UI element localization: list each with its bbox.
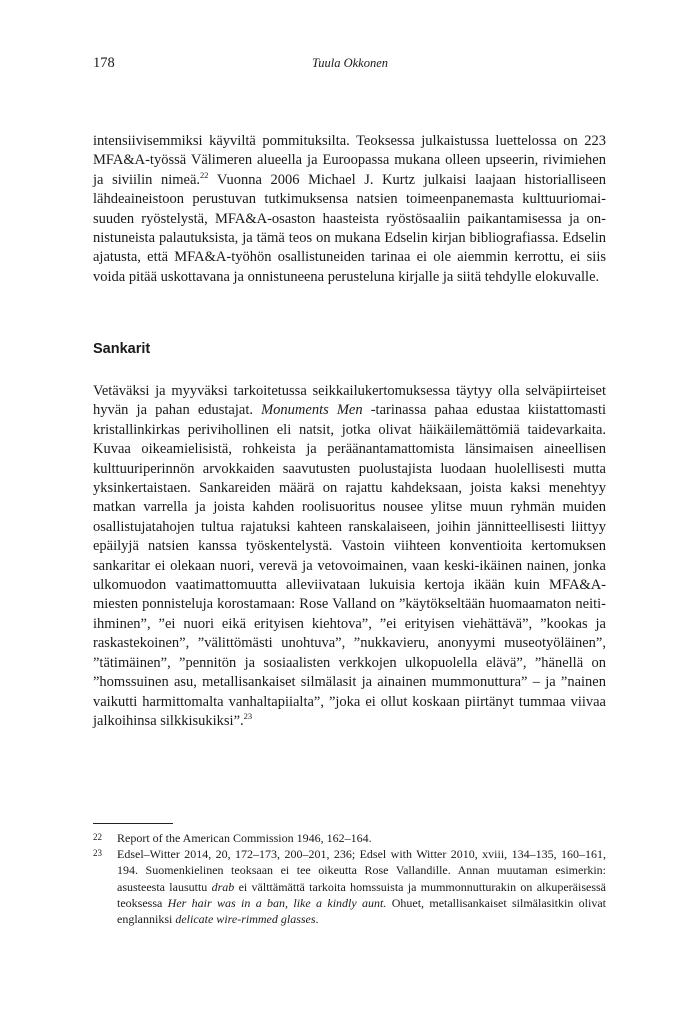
- footnote-23: [93, 846, 606, 927]
- footnote-number: 23: [93, 848, 102, 859]
- footnotes: [93, 830, 606, 927]
- footnote-text-part: Edsel–Witter 2014, 20, 172–173, 200–201, 236; Edsel with Witter 2010, xviii, 134–135, 160–161, 194. Suomenkielinen teoksaan ei tee oikeutta Rose Vallandille. Annan muutaman esimerkin: asusteesta lausuttu: [117, 847, 606, 894]
- footnote-22: [93, 830, 606, 846]
- footnote-ref-22[interactable]: 22: [200, 169, 209, 180]
- footnote-italic: Her hair was in a ban, like a kindly aunt.: [167, 895, 387, 910]
- footnote-text: [117, 846, 606, 927]
- paragraph-text: Vetäväksi ja myyväksi tarkoitetussa seikkailukertomuksessa täytyy olla selväpiirteiset hyvän ja pahan edustajat.: [93, 383, 606, 419]
- running-head: Tuula Okkonen: [311, 56, 389, 70]
- footnote-ref-23[interactable]: 23: [243, 711, 253, 722]
- body-paragraph-2: [93, 382, 606, 731]
- italic-title: Monuments Men: [261, 402, 363, 419]
- body-paragraph-1: [93, 132, 606, 287]
- footnote-text: Report of the American Commission 1946, 162–164.: [117, 831, 372, 845]
- footnote-number: 22: [93, 832, 102, 842]
- paragraph-text: Vuonna 2006 Michael J. Kurtz julkaisi laajaan historialliseen lähdeaineistoon perustuvan tutkimuksensa natsien toimeenpanemasta kulttuuriomaisuuden ryöstelystä, MFA&A-osaston haasteista ryöstösaaliin paikantamisessa ja onnistuneista palautuksista, ja tämä teos on mukana Edselin kirjan bibliografiassa. Edselin ajatusta, että MFA&A-työhön osallistuneiden tarinaa ei ole aiemmin kerrottu, ei siis voida pitää uskottavana ja onnistuneena perusteluna kirjalle ja siitä tehdylle elokuvalle.: [93, 171, 606, 285]
- page-number: 178: [93, 55, 115, 71]
- footnote-italic: delicate wire-rimmed glasses: [175, 912, 316, 927]
- footnote-text-part: Ohuet, metallisankaiset silmälasitkin olivat englanniksi: [117, 895, 607, 927]
- footnote-text-part: .: [315, 912, 319, 927]
- footnote-italic: drab: [211, 879, 235, 894]
- paragraph-text: intensiivisemmiksi käyviltä pommituksilta. Teoksessa julkaistussa luettelossa on 223 MFA&A-työssä Välimeren alueella ja Euroopassa mukana olleen upseerin, rivimiehen ja siviilin nimeä.: [93, 133, 606, 188]
- footnote-rule: [93, 823, 173, 824]
- section-heading: Sankarit: [93, 341, 151, 357]
- footnote-text-part: ei välttämättä tarkoita homssuista ja mummonnutturakin on alkuperäisessä teoksessa: [117, 879, 607, 910]
- paragraph-text: -tarinassa pahaa edustaa kiistattomasti kristallinkirkas perivihollinen eli natsit, jotka olivat häikäilemättömiä taidevarkaita. Kuvaa oikeamielisistä, rohkeista ja peräänantamattomista länsimaisen aineellisen kulttuuriperinnön arvokkaiden saavutusten puolustajista luodaan huolellisesti mutta yksinkertaistaen. Sankareiden määrä on rajattu kahdeksaan, joista kaksi menehtyy matkan varrella ja joista kahden roolisuoritus nousee ylitse muun ryhmän muiden osallistujatahojen tultua rajatuksi kahteen ranskalaiseen, joihin jännitteellisesti liittyy epäilyjä natsien kanssa työskentelystä. Vastoin viihteen konventioita kertomuksen sankaritar ei olekaan nuori, verevä ja vetovoimainen, vaan keski-ikäinen nainen, jonka ulkomuodon vaatimattomuutta alleviivataan lukuisia kertoja ikään kuin MFA&A-miesten ponnisteluja korostamaan: Rose Valland on ”käytökseltään huomaamaton neiti-ihminen”, ”ei nuori eikä erityisen kiehtova”, ”ei erityisen viehättävä”, ”kookas ja raskastekoinen”, ”välittömästi unohtuva”, ”nukkavieru, anonyymi museotyöläinen”, ”tätimäinen”, ”pennitön ja sosiaalisten verkkojen ulkopuolella elävä”, ”hänellä on ”homssuinen asu, metallisankaiset silmälasit ja ainainen mummonuttura” – ja ”nainen vaikutti harmittomalta vanhaltapiialta”, ”joka ei ollut koskaan piirtänyt tummaa viivaa jalkoihinsa silkkisukiksi”.: [93, 402, 607, 729]
